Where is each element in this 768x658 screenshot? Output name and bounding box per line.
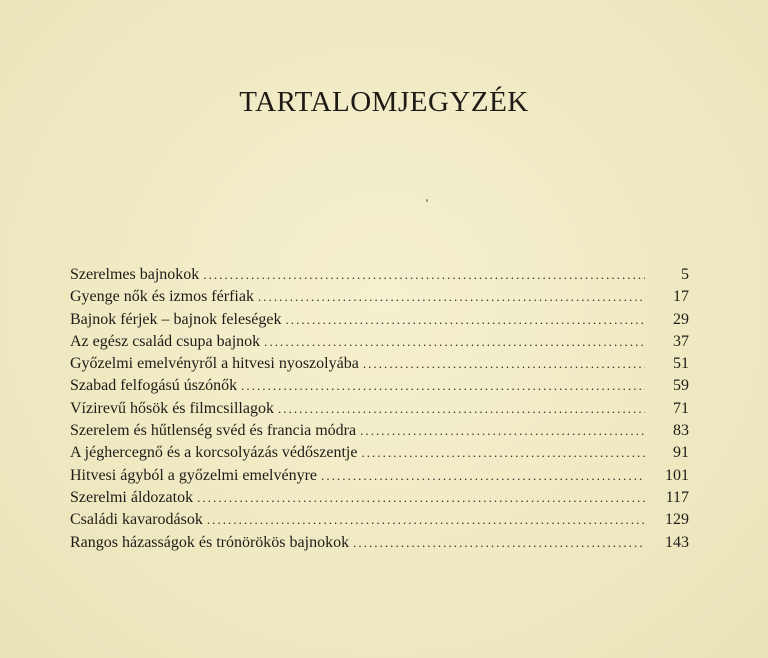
toc-entry-title: Győzelmi emelvényről a hitvesi nyoszolyába xyxy=(70,355,359,373)
toc-entry-page: 143 xyxy=(665,533,689,551)
paper-speck xyxy=(426,199,428,202)
toc-entry xyxy=(70,375,689,397)
toc-dot-leader xyxy=(203,264,645,286)
toc-entry-title: Gyenge nők és izmos férfiak xyxy=(70,288,254,306)
toc-entry-page: 101 xyxy=(665,466,689,484)
toc-entry-page: 71 xyxy=(673,399,689,417)
toc-entry xyxy=(70,532,689,554)
toc-entry xyxy=(70,465,689,487)
toc-entry-title: Rangos házasságok és trónörökös bajnokok xyxy=(70,533,350,551)
toc-entry xyxy=(70,509,689,531)
toc-entry-page: 37 xyxy=(673,332,689,350)
toc-entry xyxy=(70,398,689,420)
toc-entry xyxy=(70,442,689,464)
toc-entry-title: Hitvesi ágyból a győzelmi emelvényre xyxy=(70,466,318,484)
toc-entry-page: 91 xyxy=(673,444,689,462)
toc-dot-leader xyxy=(278,398,645,420)
toc-entry-title: Szerelmes bajnokok xyxy=(70,266,200,283)
toc-entry-page: 17 xyxy=(673,288,689,306)
toc-dot-leader xyxy=(360,420,645,442)
page-title: TARTALOMJEGYZÉK xyxy=(239,86,529,118)
toc-entry xyxy=(70,487,689,509)
toc-entry xyxy=(70,264,689,286)
table-of-contents xyxy=(70,264,689,554)
toc-entry xyxy=(70,286,689,308)
toc-entry-page: 29 xyxy=(673,310,689,328)
toc-entry-page: 117 xyxy=(665,488,689,506)
toc-entry-page: 83 xyxy=(673,422,689,440)
toc-entry-page: 5 xyxy=(681,266,689,283)
toc-entry-title: Szabad felfogású úszónők xyxy=(70,377,238,395)
toc-entry-title: Bajnok férjek – bajnok feleségek xyxy=(70,310,282,328)
toc-entry-title: Vízirevű hősök és filmcsillagok xyxy=(70,399,274,417)
toc-entry-title: Családi kavarodások xyxy=(70,511,203,529)
toc-dot-leader xyxy=(363,353,645,375)
toc-entry-title: Szerelem és hűtlenség svéd és francia módra xyxy=(70,422,357,440)
toc-entry xyxy=(70,331,689,353)
toc-entry-page: 51 xyxy=(673,355,689,373)
toc-dot-leader xyxy=(241,375,645,397)
toc-entry xyxy=(70,309,689,331)
toc-entry-title: Szerelmi áldozatok xyxy=(70,488,194,506)
toc-dot-leader xyxy=(207,509,645,531)
toc-dot-leader xyxy=(353,532,645,554)
toc-entry-page: 129 xyxy=(665,511,689,529)
toc-dot-leader xyxy=(285,309,645,331)
toc-dot-leader xyxy=(361,442,645,464)
toc-dot-leader xyxy=(197,487,645,509)
toc-entry-page: 59 xyxy=(673,377,689,395)
toc-entry-title: A jéghercegnő és a korcsolyázás védőszentje xyxy=(70,444,358,462)
toc-entry-title: Az egész család csupa bajnok xyxy=(70,332,261,350)
toc-entry xyxy=(70,420,689,442)
toc-dot-leader xyxy=(258,286,645,308)
toc-entry xyxy=(70,353,689,375)
toc-dot-leader xyxy=(264,331,645,353)
toc-dot-leader xyxy=(321,465,645,487)
